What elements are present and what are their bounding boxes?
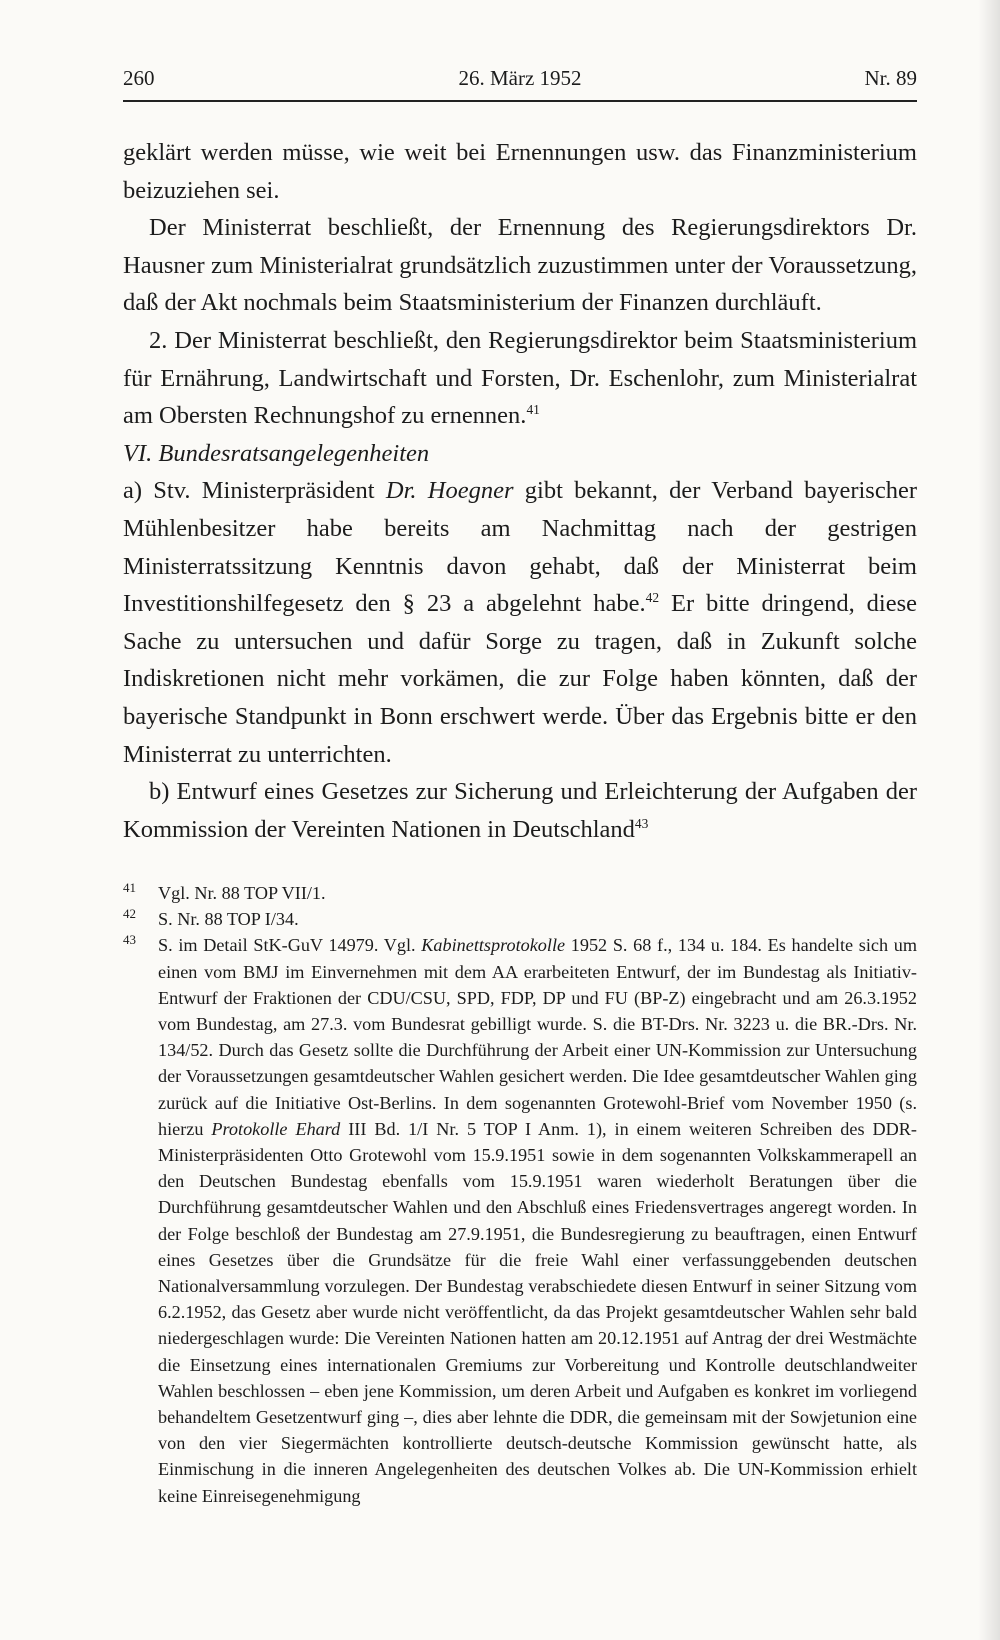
paragraph-4: [123, 472, 917, 773]
footnote-number: [123, 880, 136, 906]
paragraph-4-intro: a) Stv. Ministerpräsident: [123, 477, 386, 505]
paragraph-3-text: 2. Der Ministerrat beschließt, den Regierungsdirektor beim Staatsministerium für Ernährung, Landwirtschaft und Forsten, Dr. Eschenlohr, zum Ministerialrat am Obersten Rechnungshof zu ernennen.: [123, 326, 917, 430]
protocol-number: Nr. 89: [864, 66, 917, 90]
paragraph-4-text: gibt bekannt, der Verband bayerischer Mühlenbesitzer habe bereits am Nachmittag nach der gestrigen Ministerratssitzung Kenntnis davon gehabt, daß der Ministerrat beim Investitionshilfegesetz den § 23 a abgelehnt habe.: [123, 477, 918, 618]
footnote-43-text-e: III Bd. 1/I Nr. 5 TOP I Anm. 1), in einem weiteren Schreiben des DDR-Ministerpräsidenten Otto Grotewohl vom 15.9.1951 sowie in dem sogenannten Volkskammerapell an den Deutschen Bundestag ebenfalls vom 15.9.1951 waren wiederholt Beratungen über die Durchführung gesamtdeutscher Wahlen und den Abschluß eines Friedensvertrages angeregt worden. In der Folge beschloß der Bundestag am 27.9.1951, die Bundesregierung zu beauftragen, einen Entwurf eines Gesetzes über die Grundsätze für die freie Wahl einer verfassunggebenden deutschen Nationalversammlung vorzulegen. Der Bundestag verabschiedete diesen Entwurf in seiner Sitzung vom 6.2.1952, das Gesetz aber wurde nicht veröffentlicht, da das Projekt gesamtdeutscher Wahlen sehr bald niedergeschlagen wurde: Die Vereinten Nationen hatten am 20.12.1951 auf Antrag der drei Westmächte die Einsetzung eines internationalen Gremiums zur Vorbereitung und Kontrolle deutschlandweiter Wahlen beschlossen – eben jene Kommission, um deren Arbeit und Aufgaben es konkret im vorliegend behandeltem Gesetzentwurf ging –, dies aber lehnte die DDR, die gemeinsam mit der Sowjetunion eine von den vier Siegermächten kontrollierte deutsch-deutsche Kommission gewünscht hatte, als Einmischung in die inneren Angelegenheiten des deutschen Volkes ab. Die UN-Kommission erhielt keine Einreisegenehmigung: [158, 1118, 917, 1506]
speaker-name: Dr. Hoegner: [385, 477, 514, 505]
footnote-43-title-1: Kabinettsprotokolle: [421, 935, 566, 956]
header-rule: [123, 100, 917, 102]
footnote-42: [123, 906, 917, 932]
paragraph-1: geklärt werden müsse, wie weit bei Ernennungen usw. das Finanzministerium beizuziehen sei.: [123, 139, 917, 204]
footnote-42-text: S. Nr. 88 TOP I/34.: [158, 909, 299, 930]
footnote-43-text-a: S. im Detail StK-GuV 14979. Vgl.: [158, 935, 422, 956]
footnote-43-text-c: 1952 S. 68 f., 134 u. 184. Es handelte sich um einen vom BMJ im Einvernehmen mit dem AA erarbeiteten Entwurf, der im Bundestag als Initiativ-Entwurf der Fraktionen der CDU/CSU, SPD, FDP, DP und FU (BP-Z) eingebracht und am 26.3.1952 vom Bundestag, am 27.3. vom Bundesrat gebilligt wurde. S. die BT-Drs. Nr. 3223 u. die BR.-Drs. Nr. 134/52. Durch das Gesetz sollte die Durchführung der Arbeit einer UN-Kommission zur Untersuchung der Voraussetzungen gesamtdeutscher Wahlen gesichert werden. Die Idee gesamtdeutscher Wahlen ging zurück auf die Initiative Ost-Berlins. In dem sogenannten Grotewohl-Brief vom November 1950 (s. hierzu: [158, 935, 917, 1139]
main-text: [123, 134, 917, 848]
footnote-41: [123, 880, 917, 906]
footnotes: [123, 880, 917, 1509]
footnote-ref-43[interactable]: 43: [634, 815, 649, 831]
page-edge-shadow: [978, 0, 1000, 1640]
footnote-42-number: 42: [123, 906, 136, 922]
footnote-41-text: Vgl. Nr. 88 TOP VII/1.: [158, 883, 326, 903]
footnote-43-title-2: Protokolle Ehard: [211, 1118, 341, 1139]
page-number: 260: [123, 66, 155, 90]
footnote-43-number: 43: [123, 932, 136, 948]
section-heading: VI. Bundesratsangelegenheiten: [123, 439, 430, 467]
paragraph-3: [123, 322, 917, 435]
paragraph-4-continuation: Er bitte dringend, diese Sache zu untersuchen und dafür Sorge zu tragen, daß in Zukunft solche Indiskretionen nicht mehr vorkämen, die zur Folge haben könnten, daß der bayerische Standpunkt in Bonn erschwert werde. Über das Ergebnis bitte er den Ministerrat zu unterrichten.: [123, 590, 917, 768]
paragraph-5: [123, 773, 917, 848]
footnote-ref-41[interactable]: 41: [526, 402, 540, 417]
footnote-ref-42[interactable]: 42: [645, 589, 660, 605]
header-date: 26. März 1952: [458, 66, 582, 90]
running-header: [123, 66, 917, 100]
footnote-number: [123, 932, 136, 958]
paragraph-5-text: b) Entwurf eines Gesetzes zur Sicherung und Erleichterung der Aufgaben der Kommission der Vereinten Nationen in Deutschland: [123, 778, 917, 843]
footnote-number: [123, 906, 136, 932]
footnote-43: [123, 932, 917, 1508]
footnote-41-number: 41: [123, 880, 136, 895]
paragraph-2: Der Ministerrat beschließt, der Ernennung des Regierungsdirektors Dr. Hausner zum Ministerialrat grundsätzlich zuzustimmen unter der Voraussetzung, daß der Akt nochmals beim Staatsministerium der Finanzen durchläuft.: [123, 214, 917, 317]
